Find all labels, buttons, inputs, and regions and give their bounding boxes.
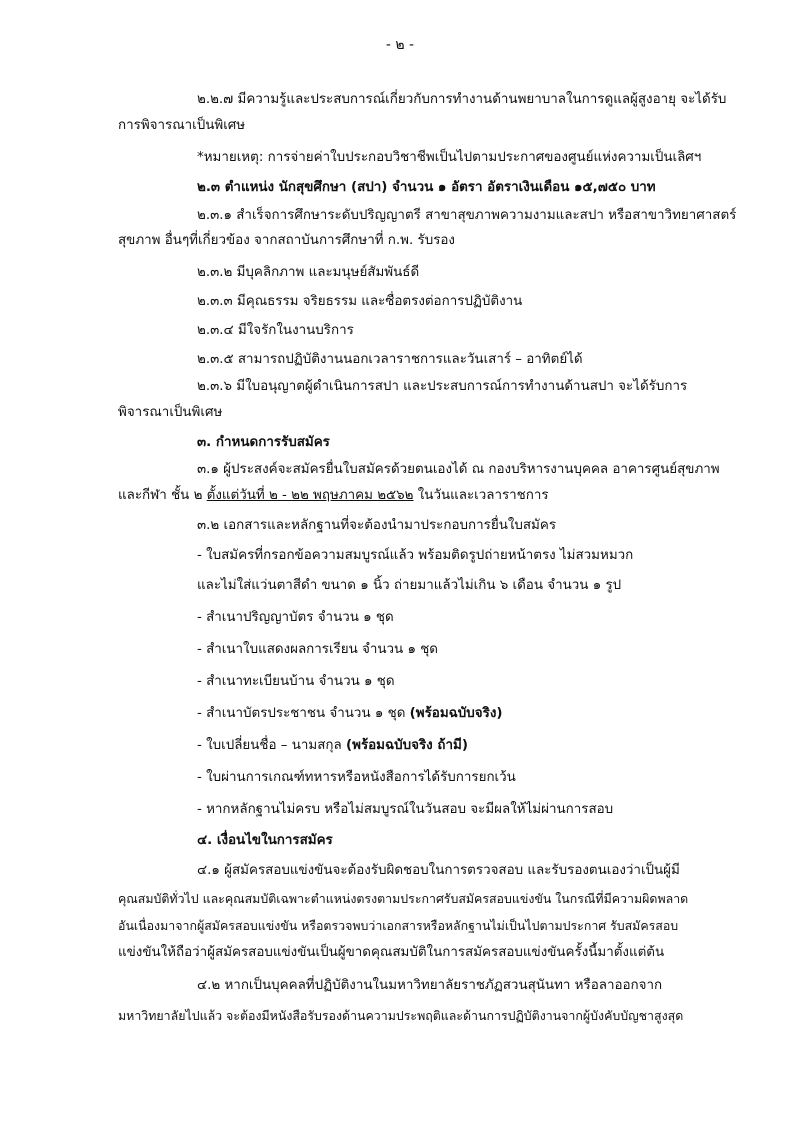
remark-note: *หมายเหตุ: การจ่ายค่าใบประกอบวิชาชีพเป็นไปตามประกาศของศูนย์แห่งความเป็นเลิศฯ: [197, 150, 702, 165]
item-2-3-2: ๒.๓.๒ มีบุคลิกภาพ และมนุษย์สัมพันธ์ดี: [197, 265, 420, 280]
doc-6-text: - ใบเปลี่ยนชื่อ – นามสกุล: [197, 738, 346, 753]
doc-5-bold: (พร้อมฉบับจริง): [409, 706, 503, 721]
item-4-1-line3: อันเนื่องมาจากผู้สมัครสอบแข่งขัน หรือตรวจพบว่าเอกสารหรือหลักฐานไม่เป็นไปตามประกาศ รับสมัครสอบ: [118, 918, 679, 933]
item-3-2: ๓.๒ เอกสารและหลักฐานที่จะต้องนำมาประกอบการยื่นใบสมัคร: [197, 518, 557, 533]
doc-3: - สำเนาใบแสดงผลการเรียน จำนวน ๑ ชุด: [197, 642, 438, 657]
doc-6-bold: (พร้อมฉบับจริง ถ้ามี): [346, 738, 468, 753]
item-4-2-line1: ๔.๒ หากเป็นบุคคลที่ปฏิบัติงานในมหาวิทยาลัยราชภัฏสวนสุนันทา หรือลาออกจาก: [197, 978, 663, 993]
item-2-3-1-line1: ๒.๓.๑ สำเร็จการศึกษาระดับปริญญาตรี สาขาสุขภาพความงามและสปา หรือสาขาวิทยาศาสตร์: [197, 208, 737, 223]
doc-5: [197, 704, 502, 724]
section-2-3-heading: ๒.๓ ตำแหน่ง นักสุขศึกษา (สปา) จำนวน ๑ อัตรา อัตราเงินเดือน ๑๕,๗๕๐ บาท: [197, 180, 656, 195]
item-2-3-5: ๒.๓.๕ สามารถปฏิบัติงานนอกเวลาราชการและวันเสาร์ – อาทิตย์ได้: [197, 352, 583, 367]
item-3-1-line1: ๓.๑ ผู้ประสงค์จะสมัครยื่นใบสมัครด้วยตนเองได้ ณ กองบริหารงานบุคคล อาคารศูนย์สุขภาพ: [197, 462, 720, 477]
section-3-heading: ๓. กำหนดการรับสมัคร: [197, 435, 330, 450]
section-4-heading: ๔. เงื่อนไขในการสมัคร: [197, 833, 333, 848]
item-2-3-3: ๒.๓.๓ มีคุณธรรม จริยธรรม และซื่อตรงต่อการปฏิบัติงาน: [197, 294, 523, 309]
item-2-2-7-line1: ๒.๒.๗ มีความรู้และประสบการณ์เกี่ยวกับการทำงานด้านพยาบาลในการดูแลผู้สูงอายุ จะได้รับ: [197, 92, 727, 107]
item-4-1-line4: แข่งขันให้ถือว่าผู้สมัครสอบแข่งขันเป็นผู้ขาดคุณสมบัติในการสมัครสอบแข่งขันครั้งนี้มาตั้งแต่ต้น: [118, 945, 665, 960]
item-4-1-line1: ๔.๑ ผู้สมัครสอบแข่งขันจะต้องรับผิดชอบในการตรวจสอบ และรับรองตนเองว่าเป็นผู้มี: [197, 863, 680, 878]
item-3-1-line2-pre: และกีฬา ชั้น ๒: [118, 488, 207, 503]
item-3-1-line2: [118, 486, 549, 506]
item-4-2-line2: มหาวิทยาลัยไปแล้ว จะต้องมีหนังสือรับรองด้านความประพฤติและด้านการปฏิบัติงานจากผู้บังคับบัญชาสูงสุด: [118, 1008, 684, 1023]
doc-2: - สำเนาปริญญาบัตร จำนวน ๑ ชุด: [197, 610, 394, 625]
item-2-2-7-line2: การพิจารณาเป็นพิเศษ: [118, 118, 246, 133]
doc-6: [197, 736, 468, 756]
item-4-1-line2: คุณสมบัติทั่วไป และคุณสมบัติเฉพาะตำแหน่งตรงตามประกาศรับสมัครสอบแข่งขัน ในกรณีที่มีความผิดพลาด: [118, 891, 689, 906]
doc-1-line2: และไม่ใส่แว่นตาสีดำ ขนาด ๑ นิ้ว ถ่ายมาแล้วไม่เกิน ๖ เดือน จำนวน ๑ รูป: [197, 578, 622, 593]
item-2-3-6-line2: พิจารณาเป็นพิเศษ: [118, 405, 223, 420]
item-2-3-6-line1: ๒.๓.๖ มีใบอนุญาตผู้ดำเนินการสปา และประสบการณ์การทำงานด้านสปา จะได้รับการ: [197, 379, 688, 394]
doc-1-line1: - ใบสมัครที่กรอกข้อความสมบูรณ์แล้ว พร้อมติดรูปถ่ายหน้าตรง ไม่สวมหมวก: [197, 548, 634, 563]
doc-7: - ใบผ่านการเกณฑ์ทหารหรือหนังสือการได้รับการยกเว้น: [197, 770, 516, 785]
item-2-3-4: ๒.๓.๔ มีใจรักในงานบริการ: [197, 323, 354, 338]
doc-5-text: - สำเนาบัตรประชาชน จำนวน ๑ ชุด: [197, 706, 410, 721]
item-2-3-1-line2: สุขภาพ อื่นๆที่เกี่ยวข้อง จากสถาบันการศึกษาที่ ก.พ. รับรอง: [118, 233, 455, 248]
application-dates: ตั้งแต่วันที่ ๒ - ๒๒ พฤษภาคม ๒๕๖๒: [206, 488, 414, 503]
item-3-1-line2-post: ในวันและเวลาราชการ: [413, 488, 549, 503]
doc-4: - สำเนาทะเบียนบ้าน จำนวน ๑ ชุด: [197, 674, 395, 689]
doc-8: - หากหลักฐานไม่ครบ หรือไม่สมบูรณ์ในวันสอบ จะมีผลให้ไม่ผ่านการสอบ: [197, 802, 614, 817]
page-number: - ๒ -: [385, 37, 415, 53]
